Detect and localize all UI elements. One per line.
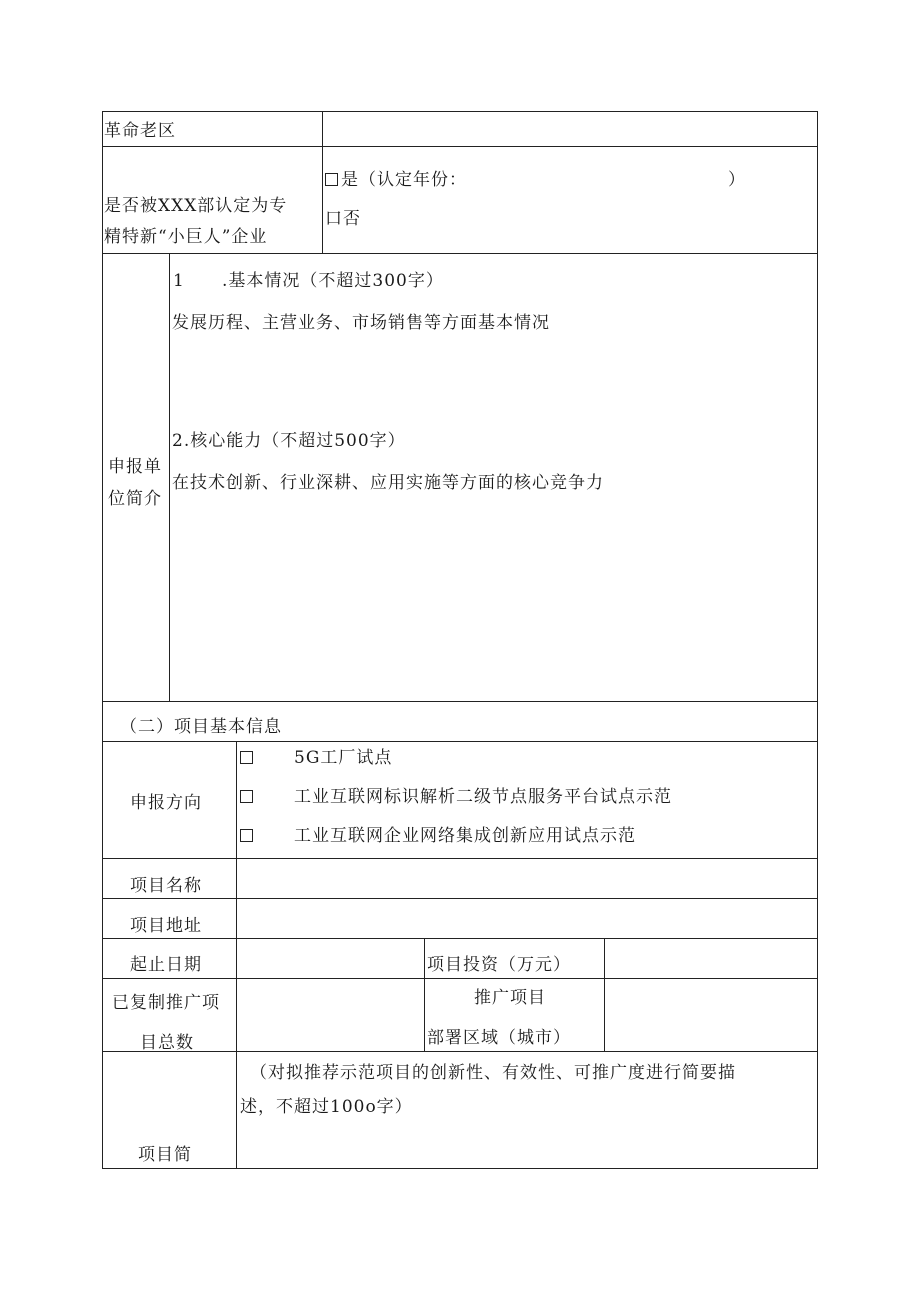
- item1-number: 1: [173, 271, 185, 291]
- little-giant-no-option[interactable]: 口否: [325, 209, 361, 229]
- direction-label: 申报方向: [130, 793, 202, 813]
- dates-label: 起止日期: [130, 955, 202, 975]
- brief-label: 项目简: [138, 1145, 192, 1165]
- checkbox-5g-factory[interactable]: [240, 751, 253, 764]
- rule-after-direction: [102, 858, 818, 859]
- divider-project-label: [236, 741, 237, 1169]
- project-name-label: 项目名称: [130, 876, 202, 896]
- replicated-count-field[interactable]: [238, 980, 423, 1050]
- section2-title: （二）项目基本信息: [120, 717, 282, 737]
- checkbox-identification-platform[interactable]: [240, 790, 253, 803]
- yes-label: 是（认定年份：: [341, 170, 467, 190]
- rule-after-little-giant: [102, 253, 818, 254]
- direction-option-3-label: 工业互联网企业网络集成创新应用试点示范: [294, 826, 636, 846]
- old-area-label: 革命老区: [104, 121, 176, 141]
- item1-desc: 发展历程、主营业务、市场销售等方面基本情况: [172, 313, 550, 333]
- unit-intro-label-line1: 申报单: [108, 457, 162, 477]
- rule-after-replicated: [102, 1051, 818, 1052]
- rule-after-old-area: [102, 146, 818, 147]
- brief-note-line2: 述，不超过100o字）: [240, 1097, 413, 1117]
- dates-field[interactable]: [238, 940, 423, 977]
- item2-desc: 在技术创新、行业深耕、应用实施等方面的核心竞争力: [172, 473, 604, 493]
- project-address-field[interactable]: [238, 900, 816, 937]
- little-giant-label-line2: 精特新“小巨人”企业: [104, 227, 268, 247]
- yes-close-paren: ）: [728, 170, 746, 190]
- direction-option-3[interactable]: [240, 826, 256, 846]
- region-field[interactable]: [606, 980, 816, 1050]
- direction-option-2[interactable]: [240, 787, 256, 807]
- rule-after-project-address: [102, 938, 818, 939]
- divider-right: [604, 938, 605, 1052]
- rule-after-dates: [102, 978, 818, 979]
- direction-option-1[interactable]: [240, 748, 256, 768]
- divider-unit-intro: [169, 253, 170, 702]
- rule-after-project-name: [102, 898, 818, 899]
- brief-note-line1: （对拟推荐示范项目的创新性、有效性、可推广度进行简要描: [250, 1063, 736, 1083]
- brief-field[interactable]: [238, 1120, 816, 1167]
- rule-bottom: [102, 1168, 818, 1169]
- item2-title: 2.核心能力（不超过500字）: [172, 431, 406, 451]
- checkbox-yes[interactable]: [325, 173, 338, 186]
- border-right: [817, 111, 818, 1169]
- region-label-line1: 推广项目: [474, 988, 546, 1008]
- little-giant-yes-option[interactable]: [325, 170, 467, 190]
- old-area-field[interactable]: [324, 113, 816, 145]
- border-left: [102, 111, 103, 1169]
- direction-option-1-label: 5G工厂试点: [294, 748, 393, 768]
- investment-field[interactable]: [606, 940, 816, 977]
- rule-after-unit-intro: [102, 701, 818, 702]
- project-address-label: 项目地址: [130, 916, 202, 936]
- rule-after-section-title: [102, 741, 818, 742]
- little-giant-label-line1: 是否被XXX部认定为专: [104, 196, 288, 216]
- direction-option-2-label: 工业互联网标识解析二级节点服务平台试点示范: [294, 787, 672, 807]
- divider-mid: [424, 938, 425, 1052]
- checkbox-network-integration[interactable]: [240, 829, 253, 842]
- project-name-field[interactable]: [238, 860, 816, 897]
- item1-title: .基本情况（不超过300字）: [222, 271, 444, 291]
- replicated-label-line2: 目总数: [140, 1033, 194, 1053]
- region-label-line2: 部署区域（城市）: [427, 1028, 571, 1048]
- unit-intro-label-line2: 位简介: [108, 489, 162, 509]
- rule-top: [102, 111, 818, 112]
- investment-label: 项目投资（万元）: [427, 955, 571, 975]
- replicated-label-line1: 已复制推广项: [112, 993, 220, 1013]
- divider-top-rows: [322, 111, 323, 254]
